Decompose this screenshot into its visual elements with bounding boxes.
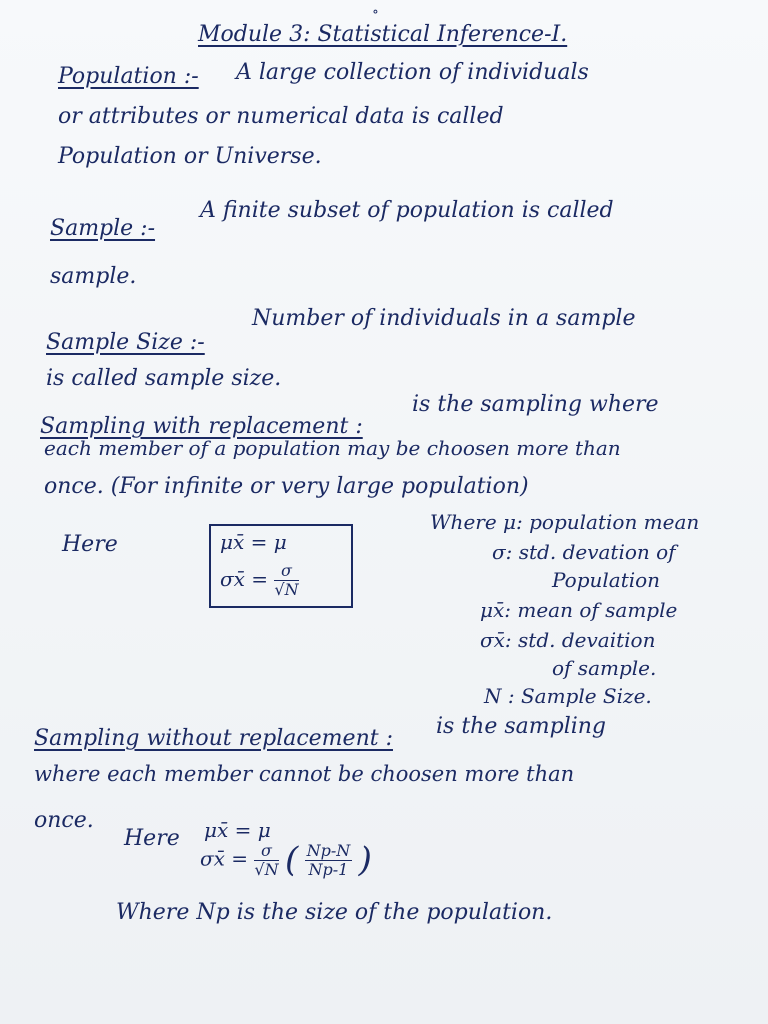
sample-term: Sample :-: [50, 216, 156, 241]
formula-sd-num: σ: [274, 562, 298, 581]
where-3: Population: [552, 568, 661, 592]
sample-size-term: Sample Size :-: [46, 330, 205, 355]
where-7: N : Sample Size.: [484, 684, 652, 708]
formula2-inner-fraction: [305, 842, 353, 879]
here-label-1: Here: [62, 532, 118, 557]
formula2-inner-den: Np-1: [308, 859, 349, 879]
without-replacement-line-3: once.: [34, 808, 94, 833]
formula2-sd-lhs: σx̄ =: [200, 846, 249, 871]
where-5: σx̄: std. devaition: [480, 628, 656, 652]
sample-size-line-1: Number of individuals in a sample: [252, 306, 636, 331]
without-replacement-line-2: where each member cannot be choosen more than: [34, 762, 575, 786]
formula-sd-lhs: σx̄ =: [220, 567, 269, 591]
population-line-2: or attributes or numerical data is called: [58, 104, 504, 129]
page-title: Module 3: Statistical Inference-I.: [198, 22, 568, 47]
formula2-sd: [200, 840, 372, 880]
where-6: of sample.: [552, 656, 657, 680]
right-paren: ): [358, 840, 372, 880]
without-replacement-line-1: is the sampling: [436, 714, 607, 739]
where-2: σ: std. devation of: [492, 540, 676, 564]
population-size-note: Where Np is the size of the population.: [116, 900, 553, 925]
sample-line-2: sample.: [50, 264, 137, 289]
left-paren: (: [284, 840, 299, 880]
where-4: μx̄: mean of sample: [480, 598, 678, 622]
where-1: Where μ: population mean: [430, 510, 700, 534]
with-replacement-term: Sampling with replacement :: [40, 414, 363, 439]
population-line-3: Population or Universe.: [58, 144, 322, 169]
formula2-sd-den: √N: [254, 859, 279, 879]
population-line-1: A large collection of individuals: [236, 60, 589, 85]
formula-mean: μx̄ = μ: [220, 530, 287, 554]
sample-size-line-2: is called sample size.: [46, 366, 282, 391]
with-replacement-line-2: each member of a population may be choosen more than: [44, 436, 621, 460]
formula-sd: [220, 562, 299, 599]
top-mark: ∘: [372, 4, 379, 20]
sample-line-1: A finite subset of population is called: [200, 198, 614, 223]
formula2-sd-num: σ: [254, 842, 278, 861]
formula-sd-fraction: [274, 562, 298, 599]
population-term: Population :-: [58, 64, 199, 89]
formula-sd-den: √N: [274, 580, 299, 599]
with-replacement-line-1: is the sampling where: [412, 392, 659, 417]
with-replacement-line-3: once. (For infinite or very large population): [44, 474, 529, 499]
without-replacement-term: Sampling without replacement :: [34, 726, 393, 751]
formula2-inner-num: Np-N: [306, 840, 351, 860]
formula2-sd-fraction: [254, 842, 278, 879]
formula2-mean: μx̄ = μ: [204, 818, 271, 842]
here-label-2: Here: [124, 826, 180, 851]
